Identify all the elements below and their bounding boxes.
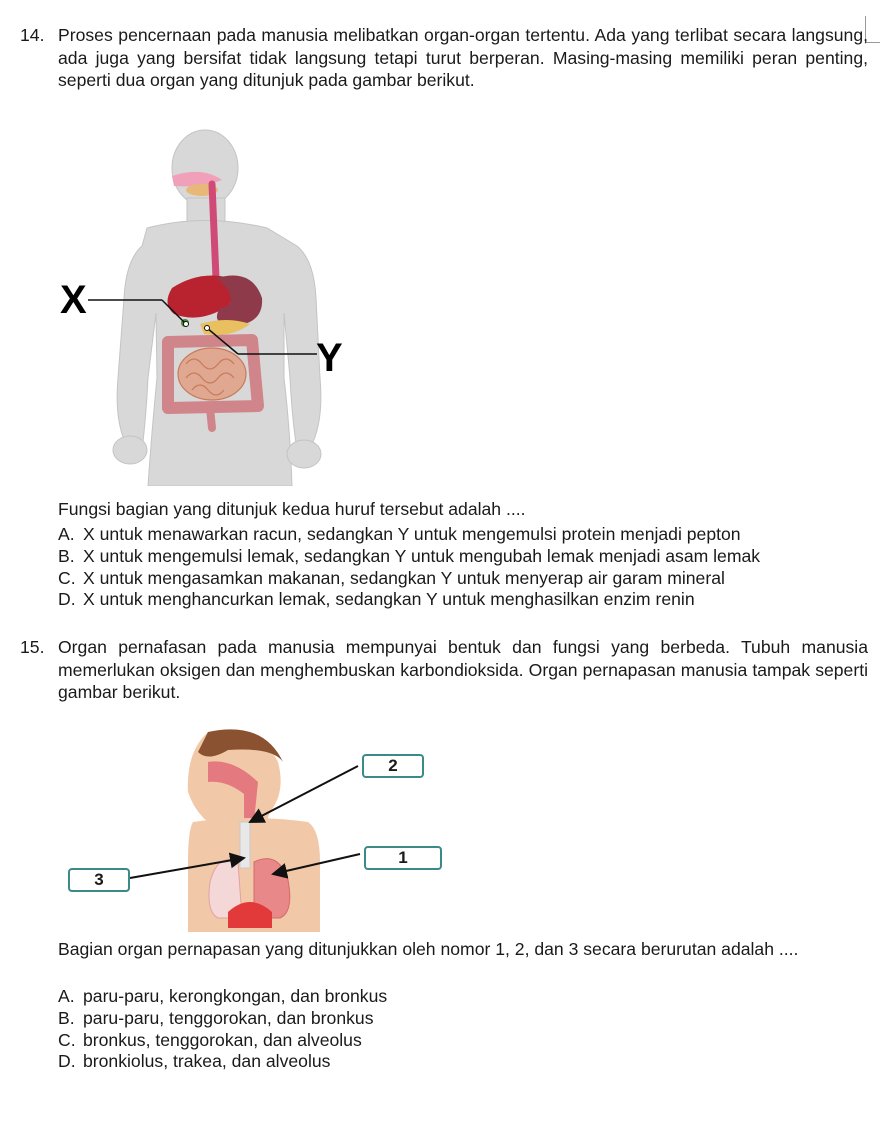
option-list <box>58 986 872 1073</box>
rectum-shape <box>210 408 212 428</box>
question-14 <box>20 24 868 92</box>
question-stem: Bagian organ pernapasan yang ditunjukkan oleh nomor 1, 2, dan 3 secara berurutan adalah .... <box>58 939 799 959</box>
option-d[interactable]: D. bronkiolus, trakea, dan alveolus <box>58 1051 331 1072</box>
option-c[interactable]: C. bronkus, tenggorokan, dan alveolus <box>58 1029 362 1050</box>
option-b[interactable]: B. paru-paru, tenggorokan, dan bronkus <box>58 1007 374 1028</box>
number-box-3: 3 <box>68 868 130 892</box>
option-d[interactable]: D. X untuk menghancurkan lemak, sedangkan Y untuk menghasilkan enzim renin <box>58 589 695 610</box>
option-a[interactable]: A. paru-paru, kerongkongan, dan bronkus <box>58 986 388 1006</box>
trachea-shape <box>240 822 250 868</box>
label-x: X <box>60 278 87 322</box>
question-15 <box>20 636 868 704</box>
option-a[interactable]: A. X untuk menawarkan racun, sedangkan Y untuk mengemulsi protein menjadi pepton <box>58 524 741 544</box>
number-box-2: 2 <box>362 754 424 778</box>
option-list <box>58 524 872 611</box>
question-text: Organ pernafasan pada manusia mempunyai bentuk dan fungsi yang berbeda. Tubuh manusia memerlukan oksigen dan menghembuskan karbondioksida. Organ pernapasan manusia tampak seperti gambar berikut. <box>58 637 868 702</box>
question-stem: Fungsi bagian yang ditunjuk kedua huruf tersebut adalah .... <box>58 499 526 519</box>
question-number: 15. <box>20 637 45 657</box>
esophagus-shape <box>212 184 216 278</box>
option-b[interactable]: B. X untuk mengemulsi lemak, sedangkan Y untuk mengubah lemak menjadi asam lemak <box>58 545 761 566</box>
digestive-system-figure <box>52 128 372 486</box>
option-c[interactable]: C. X untuk mengasamkan makanan, sedangkan Y untuk menyerap air garam mineral <box>58 567 725 588</box>
small-intestine-shape <box>178 348 246 400</box>
label-y: Y <box>316 336 343 380</box>
question-text: Proses pencernaan pada manusia melibatkan organ-organ tertentu. Ada yang terlibat secara langsung, ada juga yang bersifat tidak langsung tetapi turut berperan. Masing-masing memiliki peran penting, seperti dua organ yang ditunjuk pada gambar berikut. <box>58 25 868 90</box>
number-box-1: 1 <box>364 846 442 870</box>
question-number: 14. <box>20 25 45 45</box>
